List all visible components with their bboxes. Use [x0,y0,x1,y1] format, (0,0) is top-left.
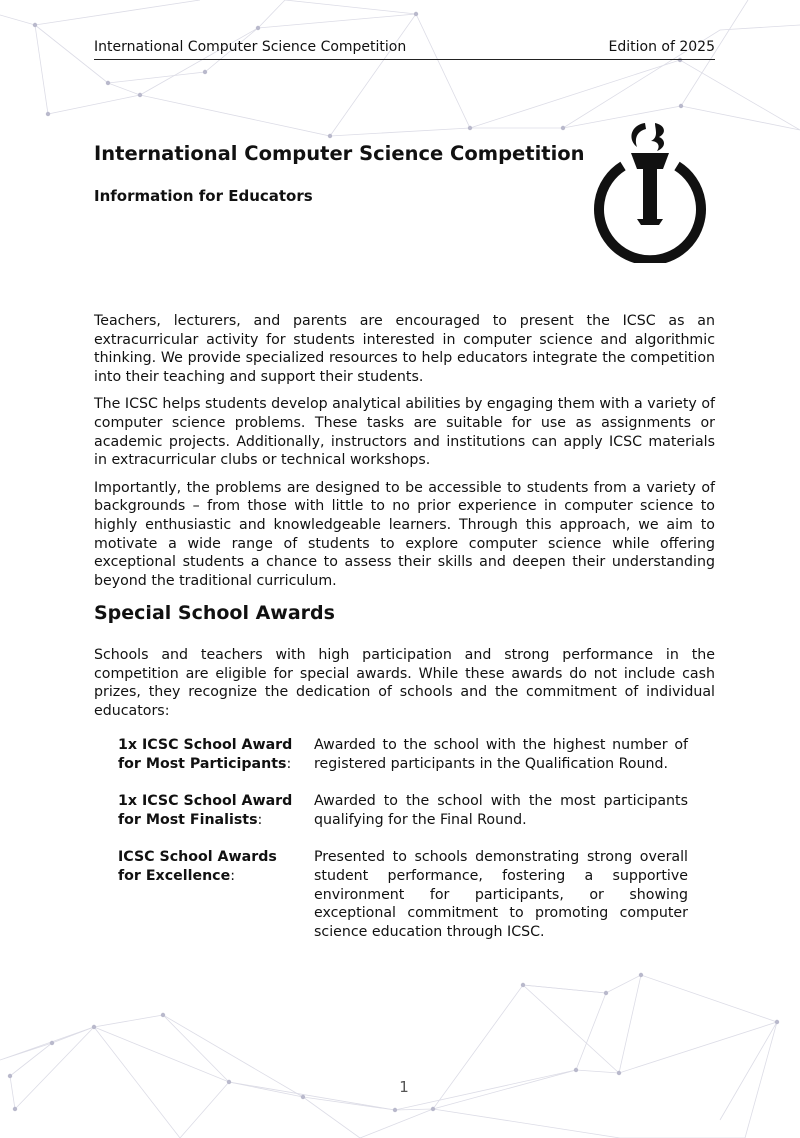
running-header [94,38,715,60]
award-name [118,736,314,773]
award-item [118,792,693,829]
award-name [118,848,314,941]
award-description: Awarded to the school with the most participants qualifying for the Final Round. [314,793,688,828]
award-name-colon: : [257,811,263,828]
awards-intro [94,646,715,729]
award-name-colon: : [286,755,292,772]
award-name-line: for Excellence [118,867,231,884]
header-edition: Edition of 2025 [608,39,715,55]
award-name-line: 1x ICSC School Award [118,737,293,753]
award-name-line: 1x ICSC School Award [118,793,293,810]
section-heading-awards: Special School Awards [94,602,335,624]
award-item [118,736,693,773]
award-item [118,848,693,941]
award-name-line: ICSC School Awards [118,849,277,866]
award-description: Awarded to the school with the highest number of registered participants in the Qualification Round. [314,737,688,772]
awards-intro-paragraph: Schools and teachers with high participation and strong performance in the competition are eligible for special awards. While these awards do not include cash prizes, they recognize the dedication of schools and the commitment of individual educators: [94,647,715,719]
award-description: Presented to schools demonstrating strong overall student performance, fostering a supportive environment for participants, or showing exceptional commitment to promoting computer science education through ICSC. [314,849,688,940]
award-name-line: for Most Participants [118,755,287,772]
header-competition-name: International Computer Science Competition [94,39,407,55]
intro-paragraph: Importantly, the problems are designed to be accessible to students from a variety of backgrounds – from those with little to no prior experience in computer science to highly enthusiastic and knowledgeable learners. Through this approach, we aim to motivate a wide range of students to explore computer science while offering exceptional students a chance to assess their skills and deepen their understanding beyond the traditional curriculum. [94,479,715,589]
document-subtitle: Information for Educators [94,187,313,205]
award-name [118,792,314,829]
page-number: 1 [399,1078,409,1096]
document-title: International Computer Science Competition [94,142,585,165]
award-name-line: for Most Finalists [118,811,258,828]
intro-paragraph: Teachers, lecturers, and parents are encouraged to present the ICSC as an extracurricular activity for students interested in computer science and algorithmic thinking. We provide specialized resources to help educators integrate the competition into their teaching and support their students. [94,313,715,385]
icsc-torch-logo-icon [585,117,713,263]
awards-list [118,736,693,960]
award-name-colon: : [230,867,235,884]
intro-section [94,312,715,599]
intro-paragraph: The ICSC helps students develop analytical abilities by engaging them with a variety of computer science problems. These tasks are suitable for use as assignments or academic projects. Additionally, instructors and institutions can apply ICSC materials in extracurricular clubs or technical workshops. [94,396,715,469]
